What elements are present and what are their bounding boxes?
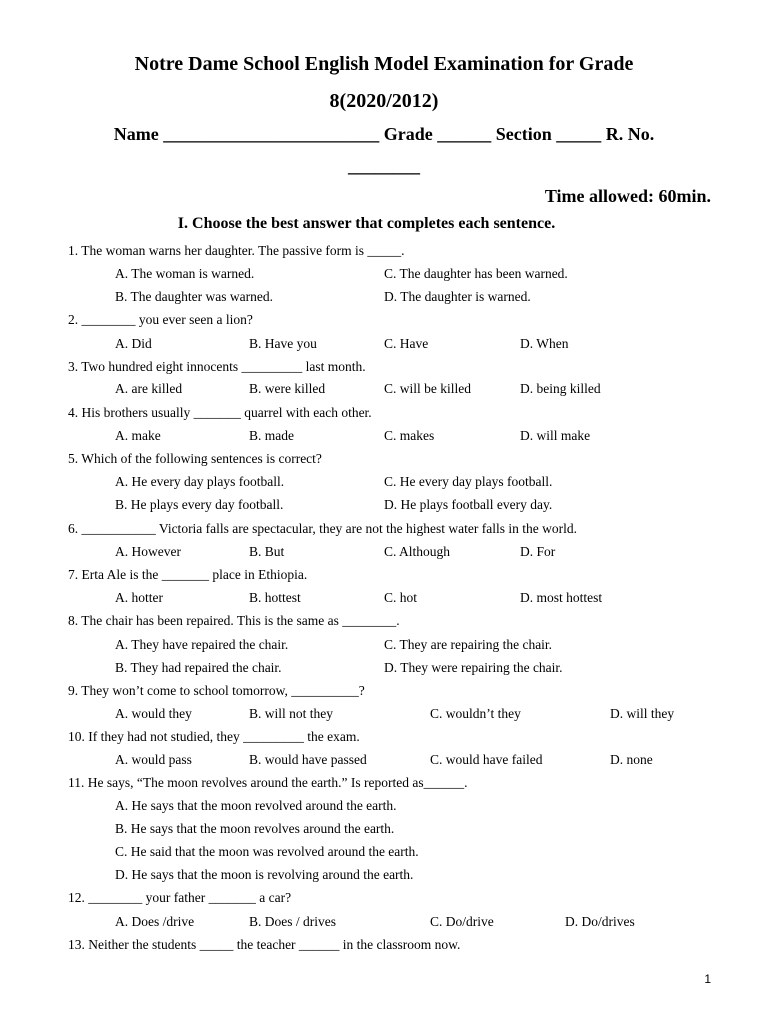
question-3-option-a: A. are killed — [115, 381, 183, 396]
question-7-option-b: B. hottest — [249, 590, 301, 605]
question-12-option-c: C. Do/drive — [430, 914, 494, 929]
question-6: 6. ___________ Victoria falls are spectacular, they are not the highest water falls in the world. — [68, 521, 577, 536]
question-7: 7. Erta Ale is the _______ place in Ethiopia. — [68, 567, 308, 582]
question-3-option-b: B. were killed — [249, 381, 326, 396]
question-9: 9. They won’t come to school tomorrow, __________? — [68, 683, 365, 698]
question-12: 12. ________ your father _______ a car? — [68, 890, 292, 905]
question-8-option-d: D. They were repairing the chair. — [384, 660, 563, 675]
question-2-option-a: A. Did — [115, 336, 152, 351]
question-11-option-c: C. He said that the moon was revolved around the earth. — [115, 844, 419, 859]
question-6-option-b: B. But — [249, 544, 285, 559]
question-12-option-d: D. Do/drives — [565, 914, 635, 929]
question-6-option-c: C. Although — [384, 544, 451, 559]
question-5: 5. Which of the following sentences is correct? — [68, 451, 322, 466]
question-12-option-b: B. Does / drives — [249, 914, 336, 929]
question-7-option-d: D. most hottest — [520, 590, 603, 605]
question-11-option-b: B. He says that the moon revolves around the earth. — [115, 821, 395, 836]
exam-title-line2: 8(2020/2012) — [329, 90, 439, 112]
student-info-line: Name ________________________ Grade ______ Section _____ R. No. — [113, 124, 655, 144]
question-11-option-a: A. He says that the moon revolved around the earth. — [115, 798, 397, 813]
question-10-option-b: B. would have passed — [249, 752, 367, 767]
question-2: 2. ________ you ever seen a lion? — [68, 312, 253, 327]
question-8-option-c: C. They are repairing the chair. — [384, 637, 553, 652]
question-11-option-d: D. He says that the moon is revolving around the earth. — [115, 867, 414, 882]
question-4-option-b: B. made — [249, 428, 294, 443]
question-4: 4. His brothers usually _______ quarrel with each other. — [68, 405, 372, 420]
question-10: 10. If they had not studied, they _________ the exam. — [68, 729, 360, 744]
question-2-option-d: D. When — [520, 336, 569, 351]
student-info-line-continued: ________ — [348, 156, 420, 176]
question-13: 13. Neither the students _____ the teacher ______ in the classroom now. — [68, 937, 461, 952]
question-8-option-b: B. They had repaired the chair. — [115, 660, 282, 675]
question-5-option-b: B. He plays every day football. — [115, 497, 284, 512]
page-number: 1 — [704, 972, 711, 986]
section-heading: I. Choose the best answer that completes each sentence. — [177, 215, 556, 232]
question-6-option-a: A. However — [115, 544, 181, 559]
time-allowed: Time allowed: 60min. — [544, 186, 711, 206]
question-4-option-c: C. makes — [384, 428, 435, 443]
question-7-option-c: C. hot — [384, 590, 418, 605]
question-3-option-d: D. being killed — [520, 381, 601, 396]
question-10-option-d: D. none — [610, 752, 653, 767]
question-6-option-d: D. For — [520, 544, 556, 559]
question-3: 3. Two hundred eight innocents _________ last month. — [68, 359, 366, 374]
question-1: 1. The woman warns her daughter. The passive form is _____. — [68, 243, 405, 258]
question-1-option-a: A. The woman is warned. — [115, 266, 255, 281]
question-4-option-d: D. will make — [520, 428, 591, 443]
question-5-option-d: D. He plays football every day. — [384, 497, 553, 512]
question-4-option-a: A. make — [115, 428, 161, 443]
question-9-option-b: B. will not they — [249, 706, 333, 721]
question-7-option-a: A. hotter — [115, 590, 163, 605]
question-10-option-c: C. would have failed — [430, 752, 543, 767]
question-8: 8. The chair has been repaired. This is the same as ________. — [68, 613, 400, 628]
question-9-option-a: A. would they — [115, 706, 192, 721]
question-3-option-c: C. will be killed — [384, 381, 471, 396]
exam-title-line1: Notre Dame School English Model Examination for Grade — [134, 53, 634, 75]
question-5-option-a: A. He every day plays football. — [115, 474, 285, 489]
question-1-option-b: B. The daughter was warned. — [115, 289, 273, 304]
question-9-option-d: D. will they — [610, 706, 675, 721]
question-10-option-a: A. would pass — [115, 752, 192, 767]
question-9-option-c: C. wouldn’t they — [430, 706, 521, 721]
question-1-option-d: D. The daughter is warned. — [384, 289, 531, 304]
question-1-option-c: C. The daughter has been warned. — [384, 266, 568, 281]
question-8-option-a: A. They have repaired the chair. — [115, 637, 289, 652]
question-2-option-b: B. Have you — [249, 336, 317, 351]
question-12-option-a: A. Does /drive — [115, 914, 195, 929]
question-5-option-c: C. He every day plays football. — [384, 474, 553, 489]
question-2-option-c: C. Have — [384, 336, 429, 351]
question-11: 11. He says, “The moon revolves around the earth.” Is reported as______. — [68, 775, 468, 790]
